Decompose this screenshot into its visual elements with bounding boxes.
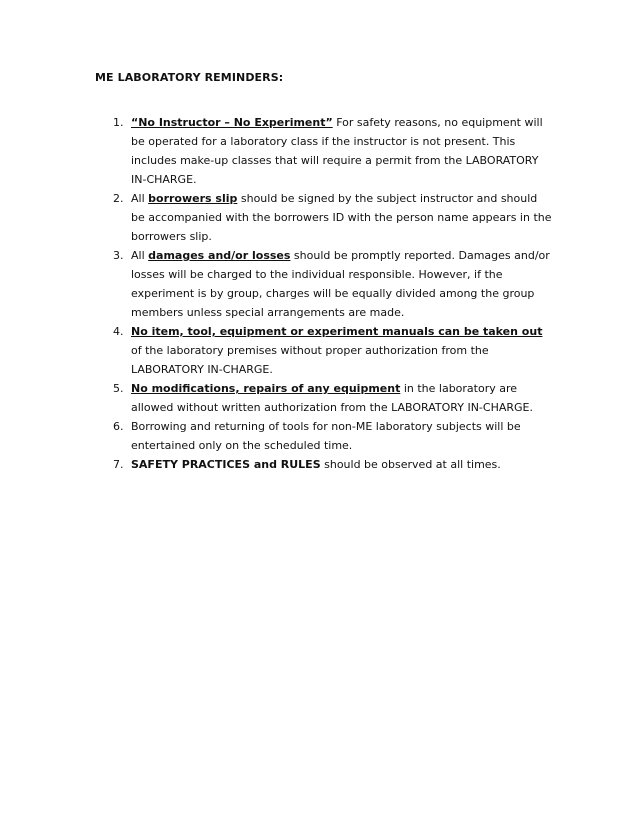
item-emphasis: “No Instructor – No Experiment” xyxy=(131,116,333,129)
list-item xyxy=(106,455,552,474)
item-text: should be observed at all times. xyxy=(320,458,501,471)
item-text: should be promptly reported. Damages and/or losses will be charged to the individual responsible. However, if the experiment is by group, charges will be equally divided among the group members unless special arrangements are made. xyxy=(131,249,550,319)
item-emphasis: borrowers slip xyxy=(148,192,238,205)
item-prefix: All xyxy=(131,249,149,262)
item-text: Borrowing and returning of tools for non-ME laboratory subjects will be entertained only on the scheduled time. xyxy=(131,420,521,452)
item-number: 5. xyxy=(113,382,124,395)
item-number: 6. xyxy=(113,420,124,433)
list-item xyxy=(106,322,552,379)
item-number: 7. xyxy=(113,458,124,471)
item-emphasis: No item, tool, equipment or experiment manuals can be taken out xyxy=(131,325,543,338)
item-number: 1. xyxy=(113,116,124,129)
item-text: For safety reasons, no equipment will be operated for a laboratory class if the instructor is not present. This includes make-up classes that will require a permit from the LABORATORY IN-CHARGE. xyxy=(131,116,543,186)
item-text: in the laboratory are allowed without written authorization from the LABORATORY IN-CHARGE. xyxy=(131,382,533,414)
item-number: 4. xyxy=(113,325,124,338)
list-item xyxy=(106,189,552,246)
list-item xyxy=(106,113,552,189)
item-prefix: All xyxy=(131,192,149,205)
item-number: 2. xyxy=(113,192,124,205)
item-emphasis: damages and/or losses xyxy=(148,249,291,262)
item-number: 3. xyxy=(113,249,124,262)
item-emphasis: No modifications, repairs of any equipment xyxy=(131,382,401,395)
item-text: of the laboratory premises without proper authorization from the LABORATORY IN-CHARGE. xyxy=(131,344,489,376)
list-item xyxy=(106,417,552,455)
item-bold-text: SAFETY PRACTICES and RULES xyxy=(131,458,321,471)
reminders-list xyxy=(106,113,552,474)
list-item xyxy=(106,379,552,417)
page-title: ME LABORATORY REMINDERS: xyxy=(95,71,284,84)
list-item xyxy=(106,246,552,322)
item-text: should be signed by the subject instructor and should be accompanied with the borrowers ID with the person name appears in the borrowers slip. xyxy=(131,192,552,243)
